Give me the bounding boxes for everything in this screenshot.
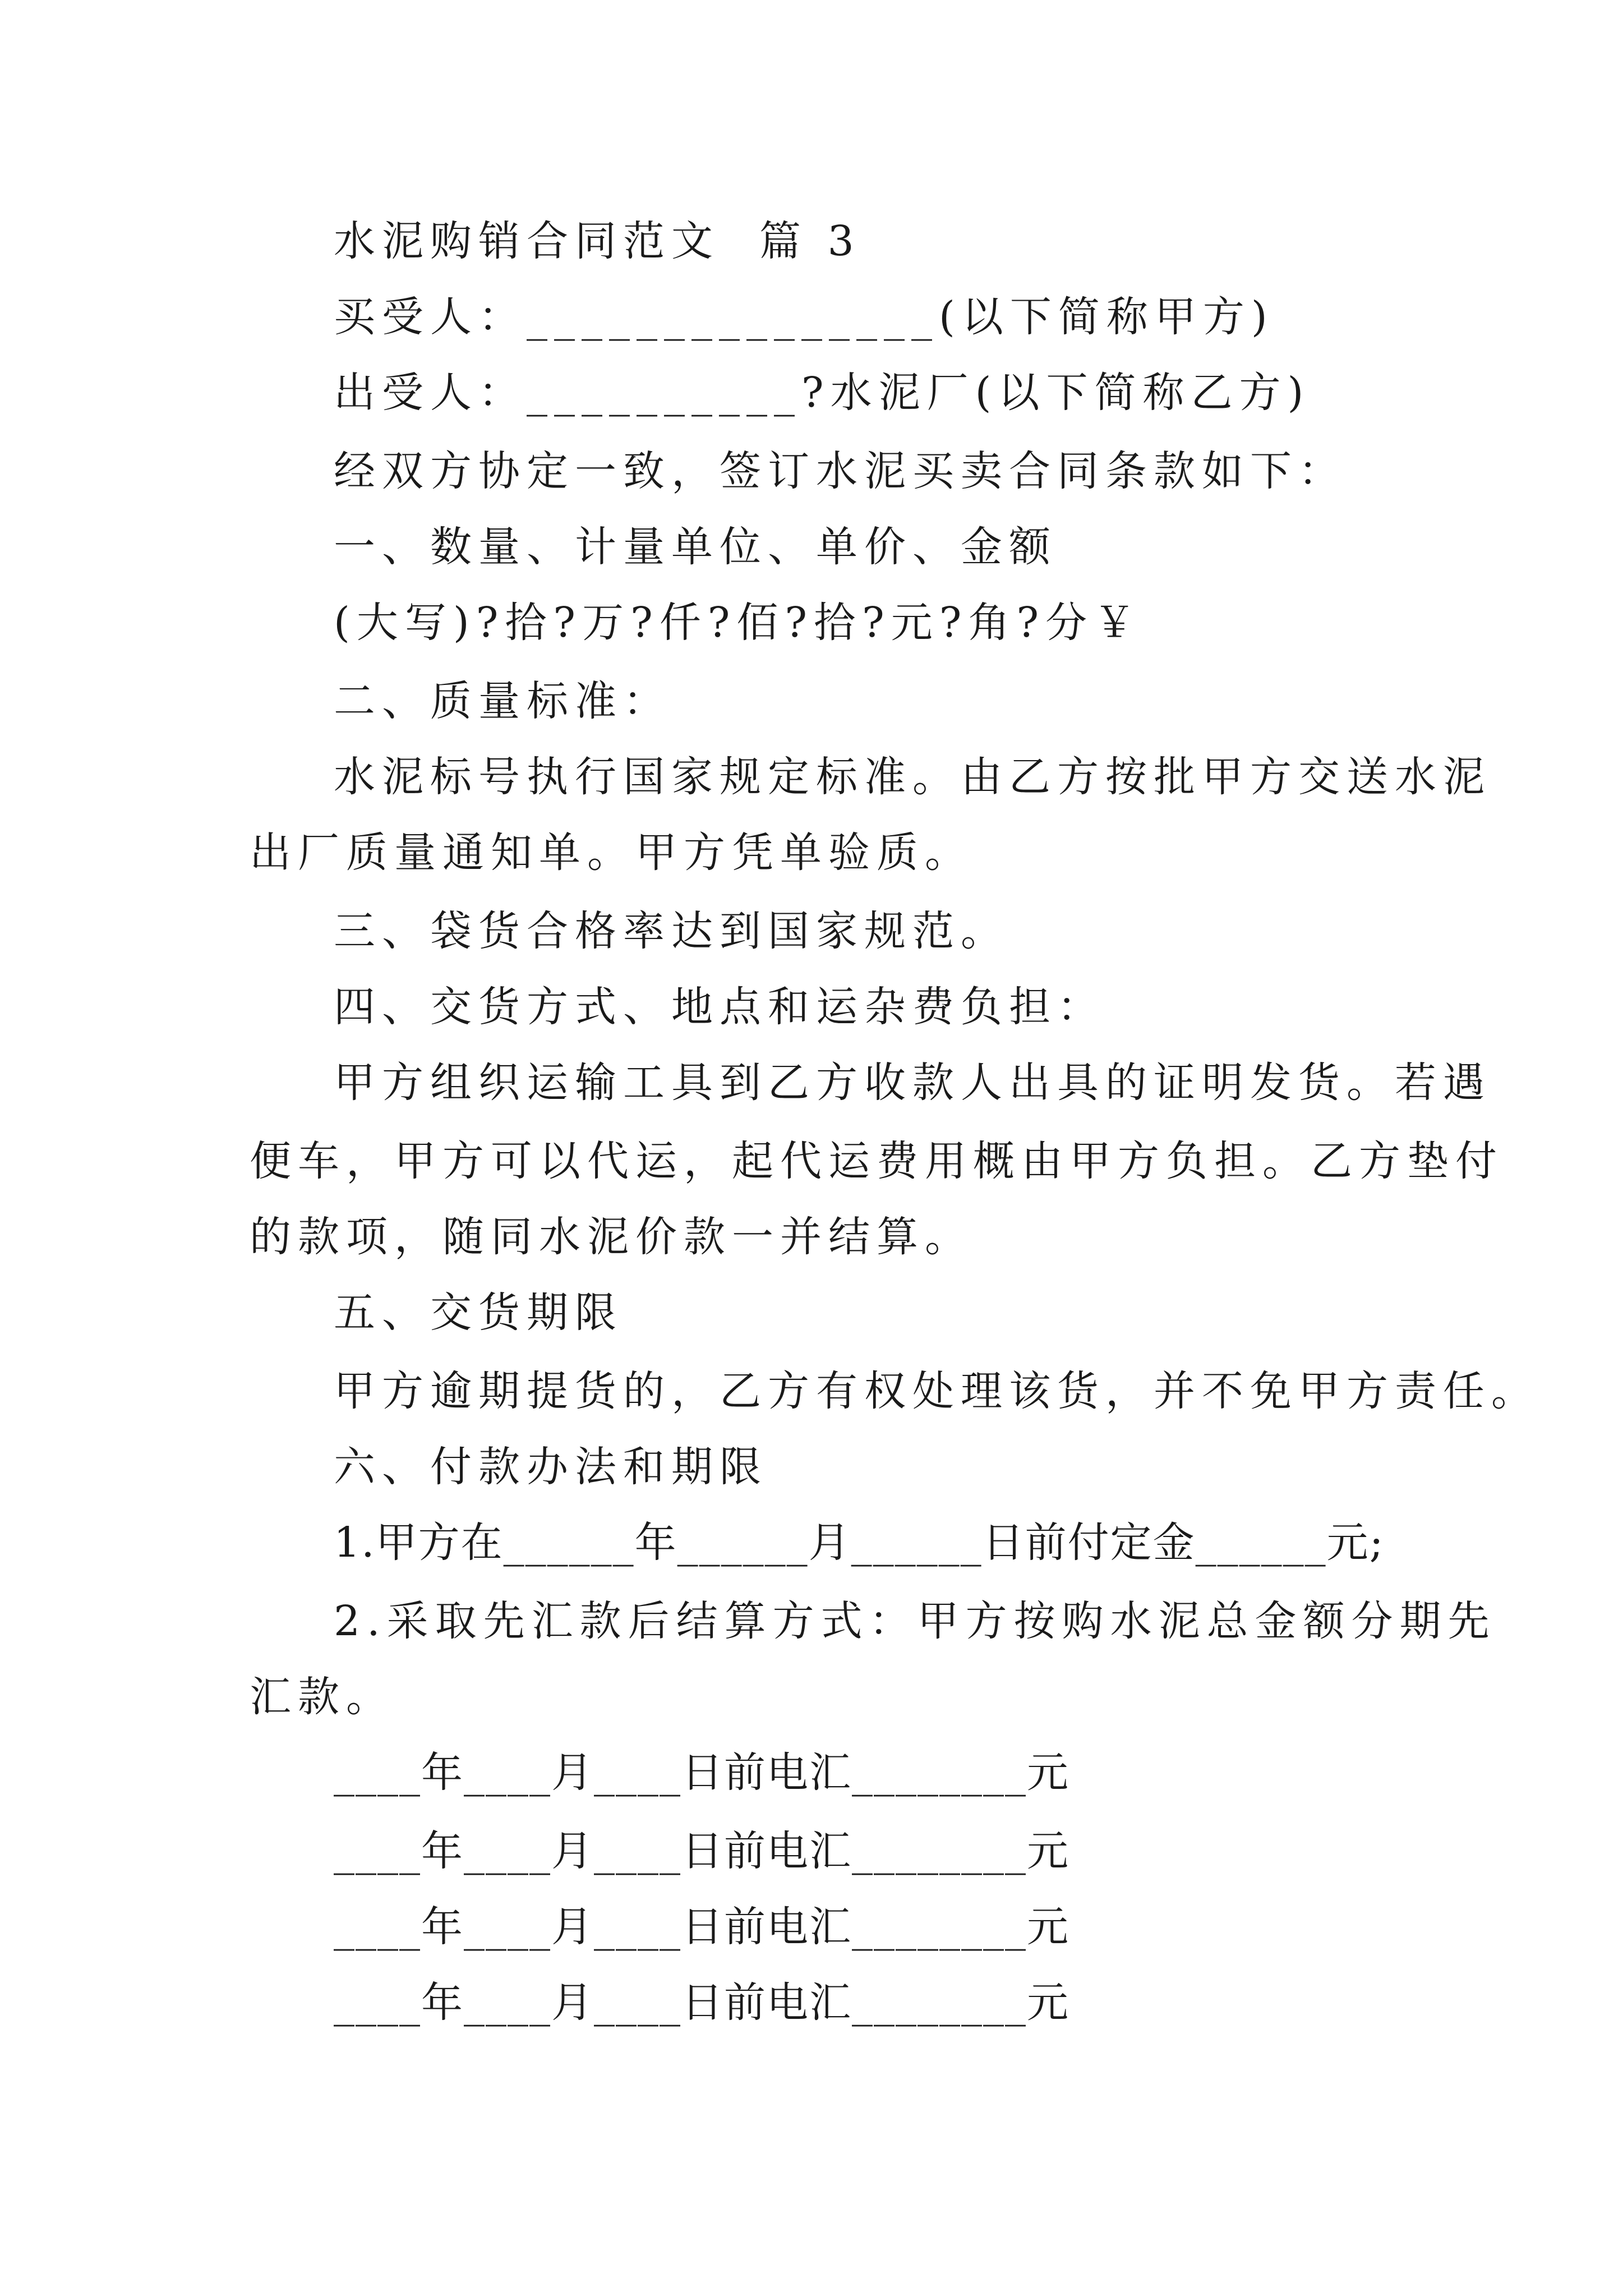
section2-para-line1: 水泥标号执行国家规定标准。由乙方按批甲方交送水泥 [334,753,1491,801]
section3-heading: 三、袋货合格率达到国家规范。 [334,907,1009,955]
buyer-line: 买受人：_______________(以下简称甲方) [334,293,1274,341]
section5-heading: 五、交货期限 [334,1289,623,1337]
section6-item2-line1: 2.采取先汇款后结算方式：甲方按购水泥总金额分期先 [334,1597,1496,1645]
section2-heading: 二、质量标准： [334,677,671,725]
remittance-line: ____年____月____日前电汇________元 [334,1749,1069,1797]
section6-heading: 六、付款办法和期限 [334,1443,768,1491]
section1-amount-line: (大写)?拾?万?仟?佰?拾?元?角?分￥ [334,599,1142,647]
section4-para-line2: 便车，甲方可以代运，起代运费用概由甲方负担。乙方垫付 [250,1137,1504,1185]
document-title: 水泥购销合同范文 篇 3 [334,217,861,265]
remittance-line: ____年____月____日前电汇________元 [334,1827,1069,1875]
section2-para-line2: 出厂质量通知单。甲方凭单验质。 [250,829,973,877]
section4-para-line3: 的款项，随同水泥价款一并结算。 [250,1213,973,1261]
section4-para-line1: 甲方组织运输工具到乙方收款人出具的证明发货。若遇 [334,1059,1491,1107]
section6-item1: 1.甲方在______年______月______日前付定金______元; [334,1519,1385,1567]
section4-heading: 四、交货方式、地点和运杂费负担： [334,983,1105,1031]
section6-item2-line2: 汇款。 [250,1673,394,1721]
remittance-line: ____年____月____日前电汇________元 [334,1903,1069,1951]
section1-heading: 一、数量、计量单位、单价、金额 [334,523,1057,571]
section5-para-line1: 甲方逾期提货的，乙方有权处理该货，并不免甲方责任。 [334,1367,1539,1415]
remittance-line: ____年____月____日前电汇________元 [334,1978,1069,2027]
seller-line: 出受人：__________?水泥厂(以下简称乙方) [334,369,1311,417]
intro-line: 经双方协定一致，签订水泥买卖合同条款如下： [334,447,1347,495]
